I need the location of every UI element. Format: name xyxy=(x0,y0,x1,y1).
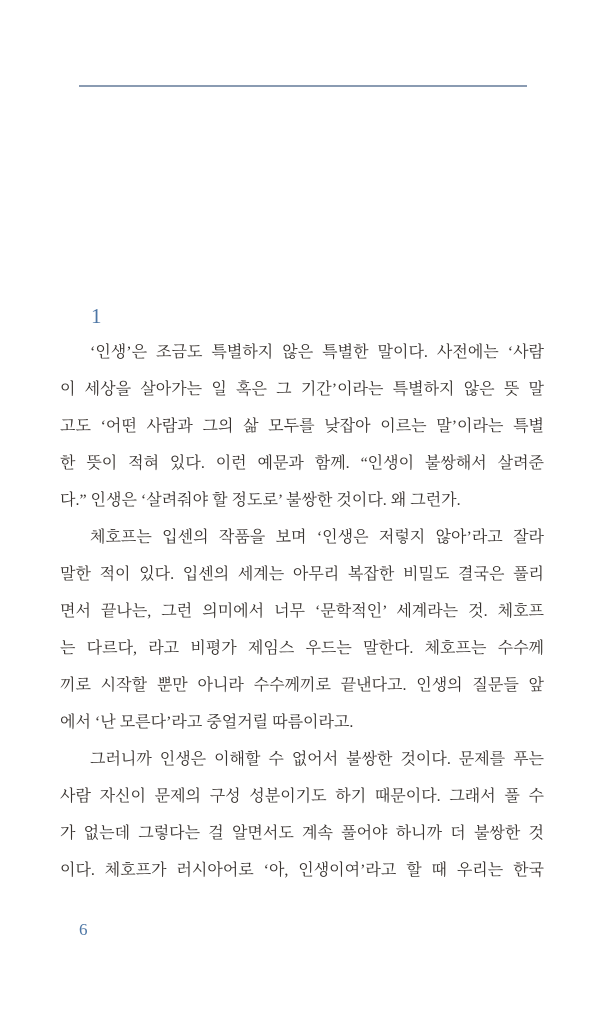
text-line: 이 세상을 살아가는 일 혹은 그 기간’이라는 특별하지 않은 뜻 말 xyxy=(60,381,544,398)
text-line: 면서 끝나는, 그런 의미에서 너무 ‘문학적인’ 세계라는 것. 체호프 xyxy=(60,603,544,620)
header-rule xyxy=(79,85,527,87)
text-line: ‘인생’은 조금도 특별하지 않은 특별한 말이다. 사전에는 ‘사람 xyxy=(90,344,544,361)
text-line: 는 다르다, 라고 비평가 제임스 우드는 말한다. 체호프는 수수께 xyxy=(60,640,544,657)
text-line: 에서 ‘난 모른다’라고 중얼거릴 따름이라고. xyxy=(60,714,354,731)
text-line: 이다. 체호프가 러시아어로 ‘아, 인생이여’라고 할 때 우리는 한국 xyxy=(60,862,544,879)
section-number: 1 xyxy=(91,304,102,328)
text-line: 말한 적이 있다. 입센의 세계는 아무리 복잡한 비밀도 결국은 풀리 xyxy=(60,566,544,583)
page-number: 6 xyxy=(79,920,88,939)
text-line: 체호프는 입센의 작품을 보며 ‘인생은 저렇지 않아’라고 잘라 xyxy=(90,529,544,546)
body-text xyxy=(60,334,544,889)
text-line: 한 뜻이 적혀 있다. 이런 예문과 함께. “인생이 불쌍해서 살려준 xyxy=(60,455,544,472)
text-line: 다.” 인생은 ‘살려줘야 할 정도로’ 불쌍한 것이다. 왜 그런가. xyxy=(60,492,461,509)
text-line: 끼로 시작할 뿐만 아니라 수수께끼로 끝낸다고. 인생의 질문들 앞 xyxy=(60,677,544,694)
text-line: 고도 ‘어떤 사람과 그의 삶 모두를 낮잡아 이르는 말’이라는 특별 xyxy=(60,418,544,435)
text-line: 가 없는데 그렇다는 걸 알면서도 계속 풀어야 하니까 더 불쌍한 것 xyxy=(60,825,544,842)
text-line: 그러니까 인생은 이해할 수 없어서 불쌍한 것이다. 문제를 푸는 xyxy=(90,751,544,768)
text-line: 사람 자신이 문제의 구성 성분이기도 하기 때문이다. 그래서 풀 수 xyxy=(60,788,544,805)
